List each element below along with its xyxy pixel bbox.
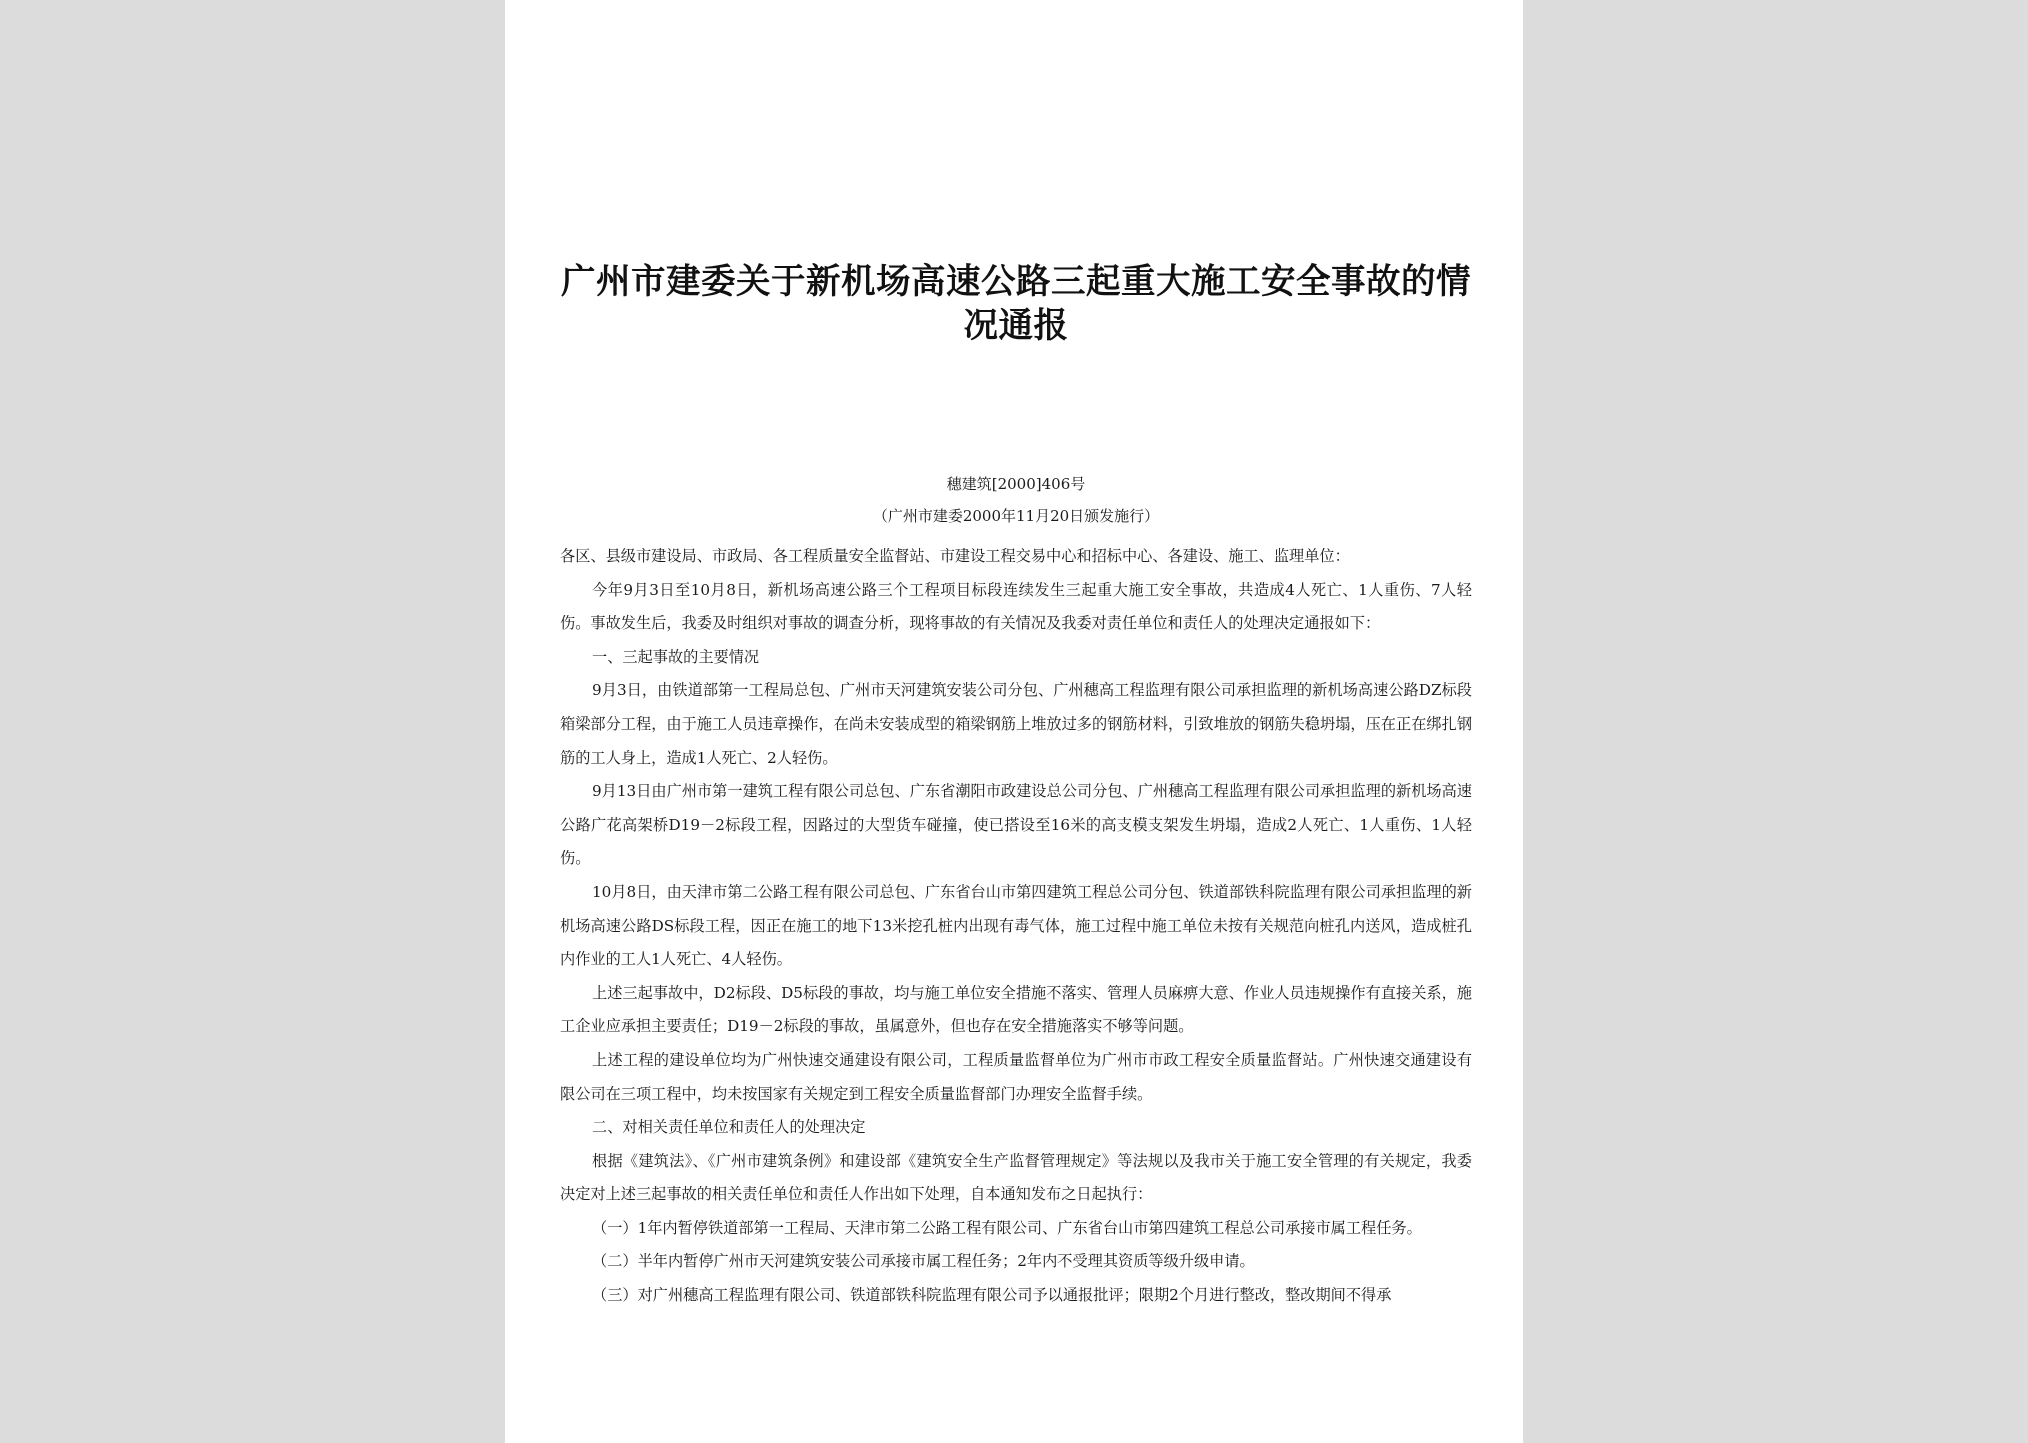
document-title: 广州市建委关于新机场高速公路三起重大施工安全事故的情况通报 [561,262,1471,346]
document-body [560,540,1472,1313]
list-item: （三）对广州穗高工程监理有限公司、铁道部铁科院监理有限公司予以通报批评；限期2个月进行整改，整改期间不得承 [592,1286,1392,1305]
list-item: （二）半年内暂停广州市天河建筑安装公司承接市属工程任务；2年内不受理其资质等级升级申请。 [592,1252,1255,1271]
paragraph: 上述工程的建设单位均为广州快速交通建设有限公司，工程质量监督单位为广州市市政工程安全质量监督站。广州快速交通建设有限公司在三项工程中，均未按国家有关规定到工程安全质量监督部门办理安全监督手续。 [560,1050,1472,1103]
paragraph: 根据《建筑法》、《广州市建筑条例》和建设部《建筑安全生产监督管理规定》等法规以及我市关于施工安全管理的有关规定，我委决定对上述三起事故的相关责任单位和责任人作出如下处理，自本通知发布之日起执行： [560,1151,1472,1204]
addressee: 各区、县级市建设局、市政局、各工程质量安全监督站、市建设工程交易中心和招标中心、各建设、施工、监理单位： [560,547,1350,565]
paragraph: 10月8日，由天津市第二公路工程有限公司总包、广东省台山市第四建筑工程总公司分包、铁道部铁科院监理有限公司承担监理的新机场高速公路DS标段工程，因正在施工的地下13米挖孔桩内出现有毒气体，施工过程中施工单位未按有关规范向桩孔内送风，造成桩孔内作业的工人1人死亡、4人轻伤。 [560,882,1472,969]
paragraph: 上述三起事故中，D2标段、D5标段的事故，均与施工单位安全措施不落实、管理人员麻痹大意、作业人员违规操作有直接关系，施工企业应承担主要责任；D19－2标段的事故，虽属意外，但也存在安全措施落实不够等问题。 [560,983,1472,1036]
paragraph: 9月3日，由铁道部第一工程局总包、广州市天河建筑安装公司分包、广州穗高工程监理有限公司承担监理的新机场高速公路DZ标段箱梁部分工程，由于施工人员违章操作，在尚未安装成型的箱梁钢筋上堆放过多的钢筋材料，引致堆放的钢筋失稳坍塌，压在正在绑扎钢筋的工人身上，造成1人死亡、2人轻伤。 [560,681,1472,767]
section-heading: 一、三起事故的主要情况 [592,647,760,666]
document-number: 穗建筑[2000]406号 [946,475,1086,493]
paragraph: 今年9月3日至10月8日，新机场高速公路三个工程项目标段连续发生三起重大施工安全事故，共造成4人死亡、1人重伤、7人轻伤。事故发生后，我委及时组织对事故的调查分析，现将事故的有关情况及我委对责任单位和责任人的处理决定通报如下： [560,580,1472,633]
issue-note: （广州市建委2000年11月20日颁发施行） [872,507,1160,525]
section-heading: 二、对相关责任单位和责任人的处理决定 [592,1118,866,1137]
paragraph: 9月13日由广州市第一建筑工程有限公司总包、广东省潮阳市政建设总公司分包、广州穗高工程监理有限公司承担监理的新机场高速公路广花高架桥D19－2标段工程，因路过的大型货车碰撞，使已搭设至16米的高支模支架发生坍塌，造成2人死亡、1人重伤、1人轻伤。 [560,782,1472,868]
list-item: （一）1年内暂停铁道部第一工程局、天津市第二公路工程有限公司、广东省台山市第四建筑工程总公司承接市属工程任务。 [592,1218,1422,1237]
document-page [505,0,1523,1443]
